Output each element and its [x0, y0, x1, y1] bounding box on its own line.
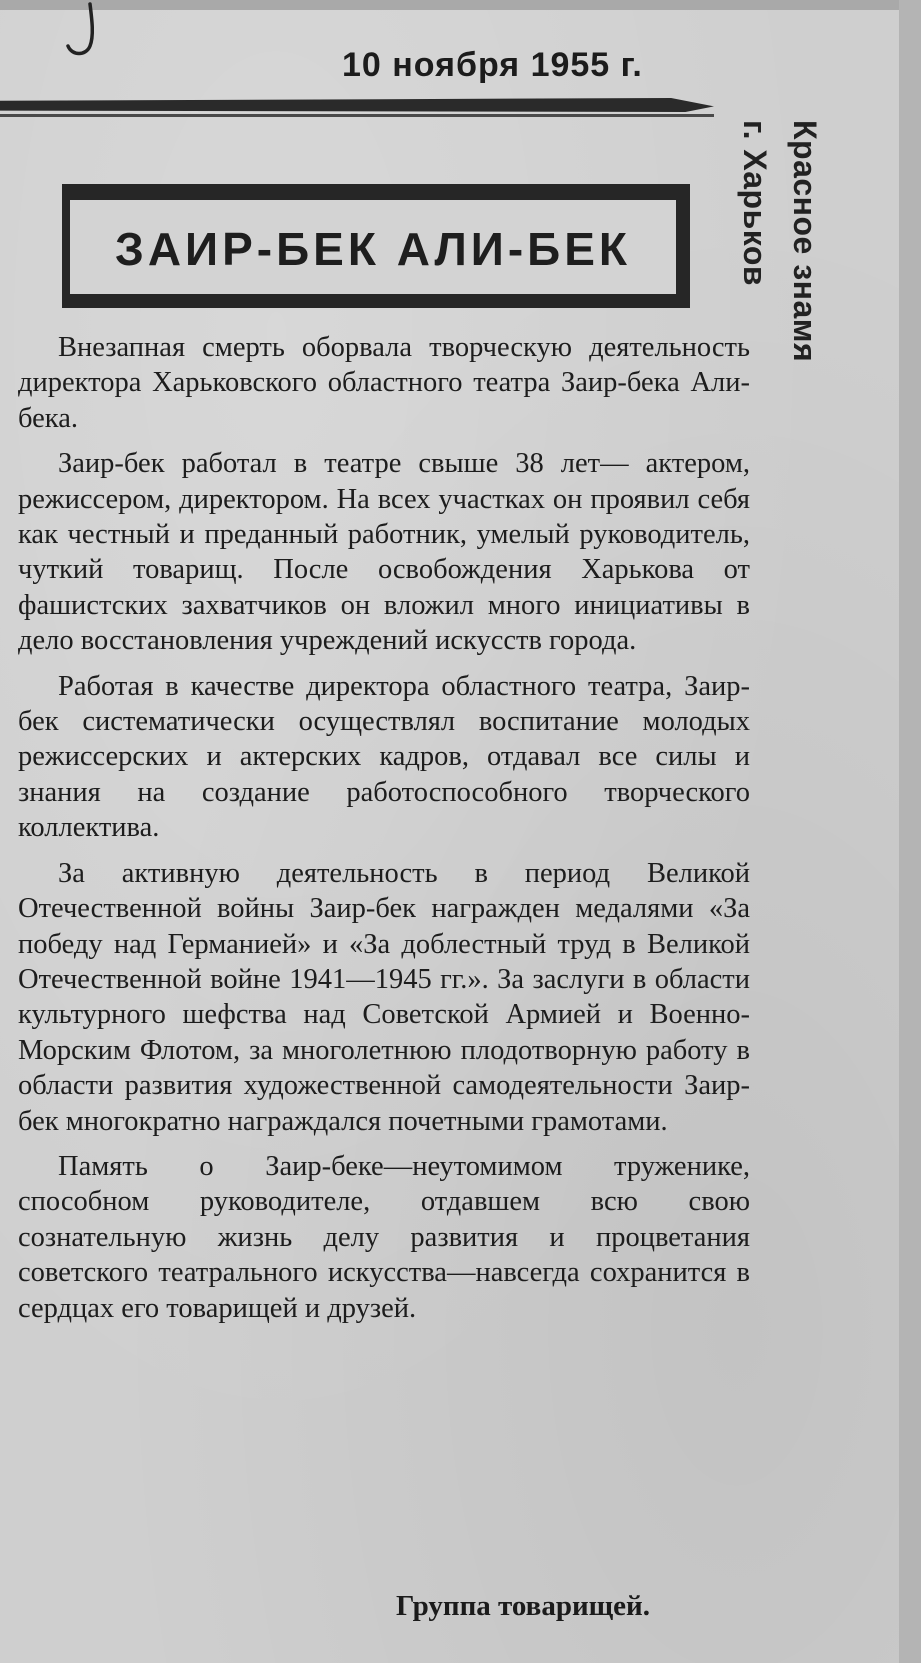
masthead-rule-thin — [0, 114, 714, 117]
article-body — [18, 330, 750, 1336]
clipping-right-edge — [899, 0, 921, 1663]
source-annotation — [736, 120, 836, 450]
paragraph: Внезапная смерть оборвала творческую деятельность директора Харьковского областного театра Заир-бека Али-бека. — [18, 332, 750, 434]
handwritten-mark — [62, 2, 102, 60]
clipping-top-edge — [0, 0, 921, 10]
paragraph: За активную деятельность в период Великой Отечественной войны Заир-бек награжден медалями «За победу над Германией» и «За доблестный труд в Великой Отечественной войне 1941—1945 гг.». За заслуги в области культурного шефства над Советской Армией и Военно-Морским Флотом, за многолетнюю плодотворную работу в области развития художественной самодеятельности Заир-бек многократно награждался почетными грамотами. — [18, 857, 750, 1137]
paragraph: Заир-бек работал в театре свыше 38 лет— актером, режиссером, директором. На всех участках он проявил себя как честный и преданный работник, умелый руководитель, чуткий товарищ. После освобождения Харькова от фашистских захватчиков он вложил много инициативы в дело восстановления учреждений искусств города. — [18, 448, 750, 657]
publication-date: 10 ноября 1955 г. — [342, 46, 643, 84]
masthead-rule — [0, 98, 714, 112]
headline: ЗАИР-БЕК АЛИ-БЕК — [115, 223, 631, 275]
signature: Группа товарищей. — [396, 1590, 650, 1622]
source-city: г. Харьков — [737, 120, 773, 287]
source-paper: Красное знамя — [787, 120, 823, 363]
paragraph: Память о Заир-беке—неутомимом труженике, способном руководителе, отдавшем всю свою сознательную жизнь делу развития и процветания советского театрального искусства—навсегда сохранится в сердцах его товарищей и друзей. — [18, 1150, 750, 1324]
headline-box — [62, 184, 690, 308]
paragraph: Работая в качестве директора областного театра, Заир-бек систематически осуществлял воспитание молодых режиссерских и актерских кадров, отдавал все силы и знания на создание работоспособного творческого коллектива. — [18, 670, 750, 844]
